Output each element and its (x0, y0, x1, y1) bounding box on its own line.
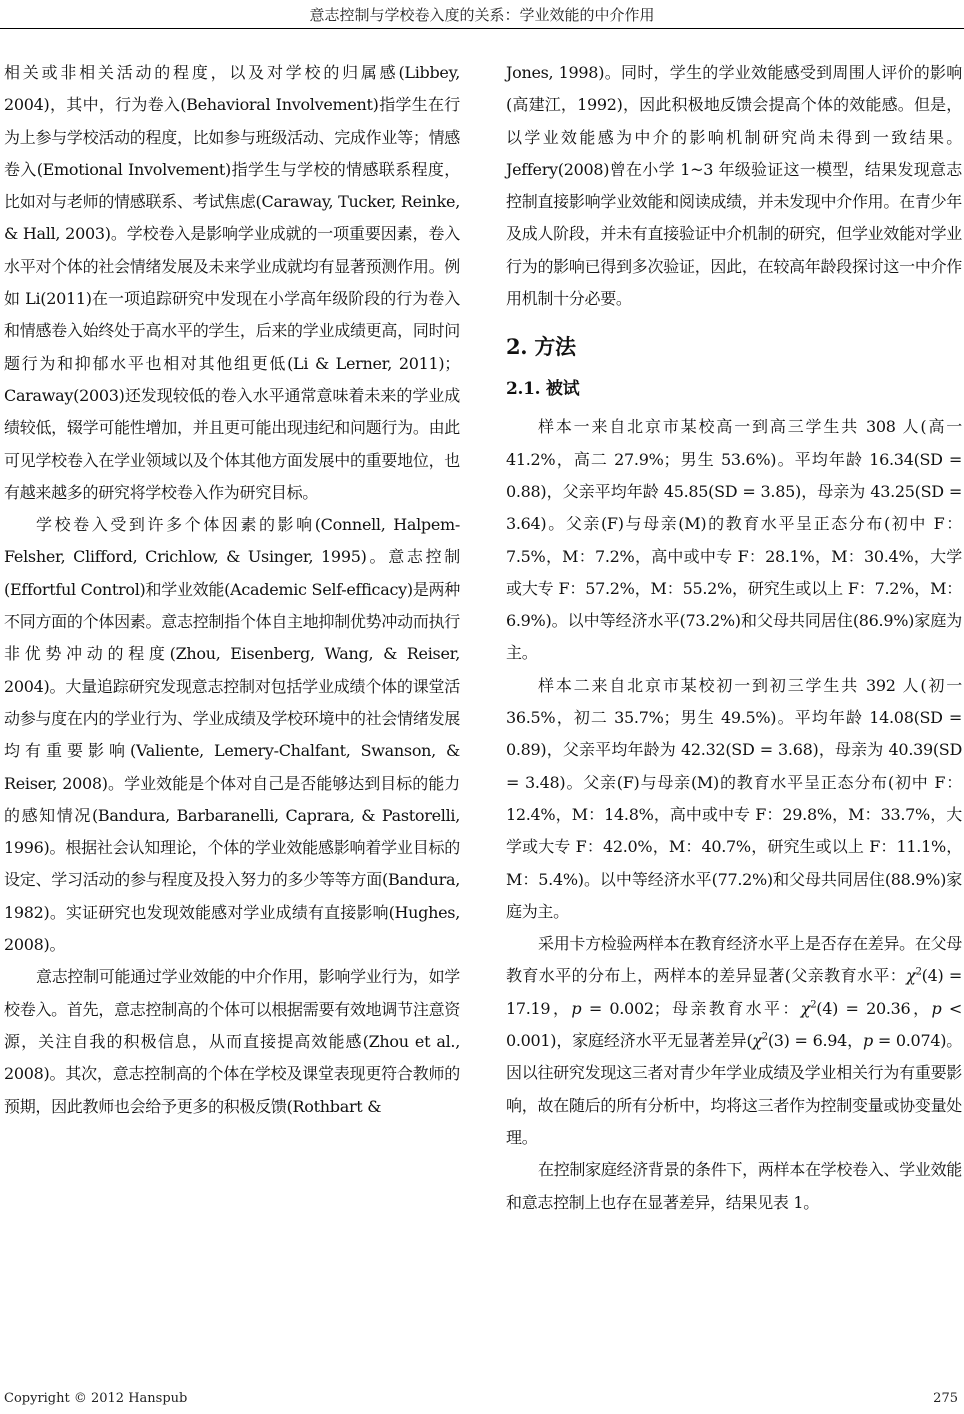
chi-symbol: χ (800, 998, 811, 1018)
text-run: = 0.074)。因以往研究发现这三者对青少年学业成绩及学业相关行为有重要影响，故在随后的所有分析中，均将这三者作为控制变量或协变量处理。 (506, 1031, 962, 1147)
footer-copyright: Copyright © 2012 Hanspub (4, 1391, 188, 1406)
right-column (506, 57, 962, 1219)
superscript: 2 (761, 1031, 768, 1043)
paragraph: 样本二来自北京市某校初一到初三学生共 392 人(初一 36.5%，初二 35.7%；男生 49.5%)。平均年龄 14.08(SD = 0.89)，父亲平均年龄为 42.32(SD = 3.68)，母亲为 40.39(SD = 3.48)。父亲(F)与母亲(M)的教育水平呈正态分布(初中 F：12.4%，M：14.8%，高中或中专 F：29.8%，M：33.7%，大学或大专 F：42.0%，M：40.7%，研究生或以上 F：11.1%，M：5.4%)。以中等经济水平(77.2%)和父母共同居住(88.9%)家庭为主。 (506, 675, 962, 921)
section-heading-method: 2. 方法 (506, 334, 576, 360)
paragraph: 学校卷入受到许多个体因素的影响(Connell, Halpem-Felsher, Clifford, Crichlow, & Usinger, 1995)。意志控制(Effortful Control)和学业效能(Academic Self-efficacy)是两种不同方面的个体因素。意志控制指个体自主地抑制优势冲动而执行非优势冲动的程度(Zhou, Eisenberg, Wang, & Reiser, 2004)。大量追踪研究发现意志控制对包括学业成绩个体的课堂活动参与度在内的学业行为、学业成绩及学校环境中的社会情绪发展均有重要影响(Valiente, Lemery-Chalfant, Swanson, & Reiser, 2008)。学业效能是个体对自己是否能够达到目标的能力的感知情况(Bandura, Barbaranelli, Caprara, & Pastorelli, 1996)。根据社会认知理论，个体的学业效能感影响着学业目标的设定、学习活动的参与程度及投入努力的多少等等方面(Bandura, 1982)。实证研究也发现效能感对学业成绩有直接影响(Hughes, 2008)。 (4, 515, 460, 955)
subsection-heading-subjects: 2.1. 被试 (506, 379, 580, 400)
paragraph: 在控制家庭经济背景的条件下，两样本在学校卷入、学业效能和意志控制上也存在显著差异，结果见表 1。 (506, 1160, 962, 1212)
p-symbol: p (571, 998, 582, 1018)
superscript: 2 (915, 967, 922, 979)
superscript: 2 (810, 999, 817, 1011)
paragraph: 样本一来自北京市某校高一到高三学生共 308 人(高一 41.2%，高二 27.9%；男生 53.6%)。平均年龄 16.34(SD = 0.88)，父亲平均年龄 45.85(SD = 3.85)，母亲为 43.25(SD = 3.64)。父亲(F)与母亲(M)的教育水平呈正态分布(初中 F：7.5%，M：7.2%，高中或中专 F：28.1%，M：30.4%，大学或大专 F：57.2%，M：55.2%，研究生或以上 F：7.2%，M：6.9%)。以中等经济水平(73.2%)和父母共同居住(86.9%)家庭为主。 (506, 417, 962, 663)
text-run: (4) = 20.36， (816, 998, 932, 1018)
p-symbol: p (862, 1031, 873, 1051)
paragraph: 相关或非相关活动的程度，以及对学校的归属感(Libbey, 2004)，其中，行为卷入(Behavioral Involvement)指学生在行为上参与学校活动的程度，比如参与班级活动、完成作业等；情感卷入(Emotional Involvement)指学生与学校的情感联系程度，比如对与老师的情感联系、考试焦虑(Caraway, Tucker, Reinke, & Hall, 2003)。学校卷入是影响学业成就的一项重要因素，卷入水平对个体的社会情绪发展及未来学业成就均有显著预测作用。例如 Li(2011)在一项追踪研究中发现在小学高年级阶段的行为卷入和情感卷入始终处于高水平的学生，后来的学业成绩更高，同时问题行为和抑郁水平也相对其他组更低(Li & Lerner, 2011)；Caraway(2003)还发现较低的卷入水平通常意味着未来的学业成绩较低，辍学可能性增加，并且更可能出现违纪和问题行为。由此可见学校卷入在学业领域以及个体其他方面发展中的重要地位，也有越来越多的研究将学校卷入作为研究目标。 (4, 63, 460, 502)
left-column (4, 57, 460, 1123)
paragraph: Jones, 1998)。同时，学生的学业效能感受到周围人评价的影响(高建江，1992)，因此积极地反馈会提高个体的效能感。但是，以学业效能感为中介的影响机制研究尚未得到一致结果。Jeffery(2008)曾在小学 1~3 年级验证这一模型，结果发现意志控制直接影响学业效能和阅读成绩，并未发现中介作用。在青少年及成人阶段，并未有直接验证中介机制的研究，但学业效能对学业行为的影响已得到多次验证，因此，在较高年龄段探讨这一中介作用机制十分必要。 (506, 63, 962, 309)
p-symbol: p (931, 998, 942, 1018)
text-run: (3) = 6.94， (767, 1031, 863, 1051)
paragraph: 意志控制可能通过学业效能的中介作用，影响学业行为，如学校卷入。首先，意志控制高的个体可以根据需要有效地调节注意资源，关注自我的积极信息，从而直接提高效能感(Zhou et al., 2008)。其次，意志控制高的个体在学校及课堂表现更符合教师的预期，因此教师也会给予更多的积极反馈(Rothbart & (4, 967, 460, 1116)
text-run: (4) = 17.19， (506, 966, 962, 1018)
chi-symbol: χ (752, 1031, 762, 1051)
chi-symbol: χ (906, 966, 916, 986)
text-run: 采用卡方检验两样本在教育经济水平上是否存在差异。在父母教育水平的分布上，两样本的差异显著(父亲教育水平： (506, 934, 962, 986)
footer-page-number: 275 (933, 1391, 958, 1406)
text-run: < 0.001)，家庭经济水平无显著差异( (506, 998, 962, 1051)
running-header-title: 意志控制与学校卷入度的关系：学业效能的中介作用 (309, 6, 655, 24)
paragraph-chi-square (506, 928, 962, 1154)
header-rule (0, 28, 964, 29)
text-run: = 0.002；母亲教育水平： (581, 998, 801, 1018)
